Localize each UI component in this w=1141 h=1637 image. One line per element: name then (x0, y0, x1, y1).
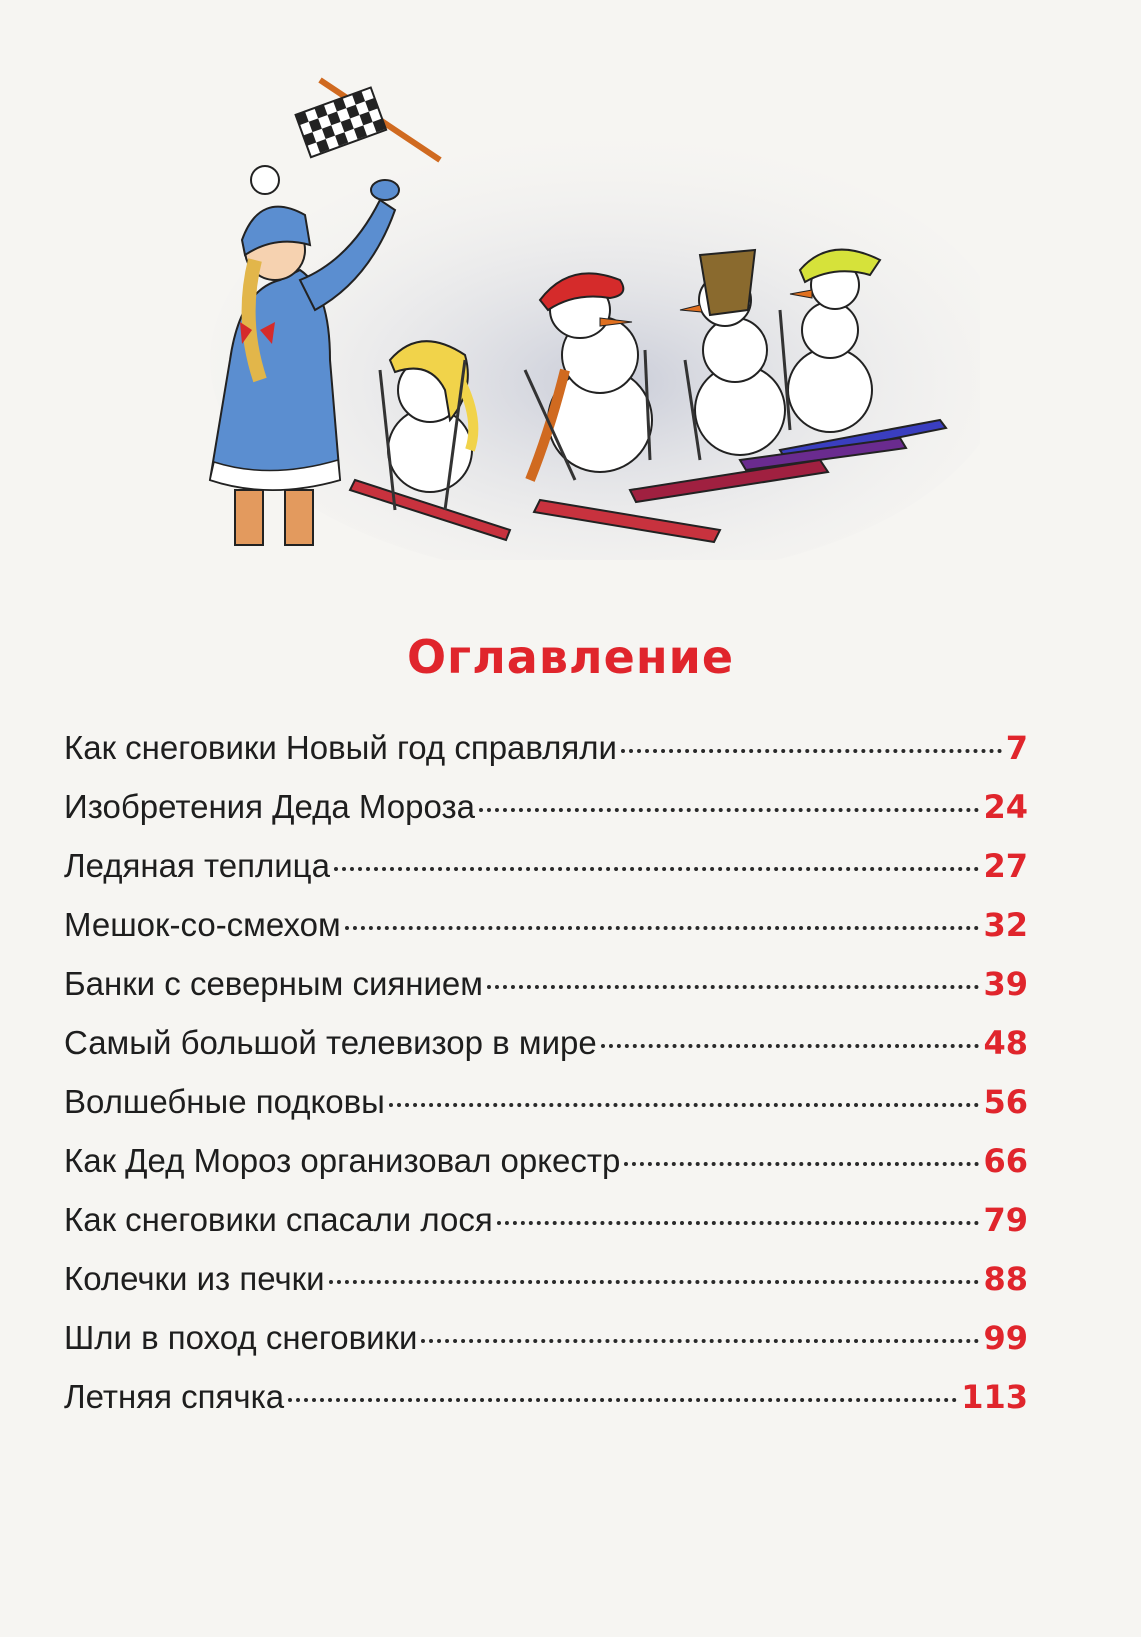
toc-entry-page: 56 (983, 1083, 1028, 1121)
dot-leader (345, 926, 980, 930)
toc-entry-title: Летняя спячка (64, 1378, 285, 1415)
toc-entry (64, 1072, 1028, 1131)
toc-entry (64, 1308, 1028, 1367)
toc-entry-page: 39 (983, 965, 1028, 1003)
toc-entry-title: Изобретения Деда Мороза (64, 788, 475, 825)
toc-entry-page: 27 (983, 847, 1028, 885)
toc-entry (64, 895, 1028, 954)
toc-entry-title: Самый большой телевизор в мире (64, 1024, 597, 1061)
toc-entry-title: Как снеговики Новый год справляли (64, 729, 617, 766)
toc-entry (64, 777, 1028, 836)
toc-entry-page: 48 (983, 1024, 1028, 1062)
toc-entry-page: 88 (983, 1260, 1028, 1298)
dot-leader (421, 1339, 979, 1343)
toc-entry-page: 32 (983, 906, 1028, 944)
dot-leader (329, 1280, 980, 1284)
dot-leader (497, 1221, 980, 1225)
dot-leader (601, 1044, 980, 1048)
toc-entry (64, 954, 1028, 1013)
toc-entry-page: 7 (1005, 729, 1028, 767)
toc-entry-title: Как Дед Мороз организовал оркестр (64, 1142, 621, 1179)
toc-entry (64, 836, 1028, 895)
dot-leader (334, 867, 980, 871)
toc-entry (64, 718, 1028, 777)
toc-entry-title: Ледяная теплица (64, 847, 330, 884)
toc-entry (64, 1131, 1028, 1190)
toc-entry-page: 79 (983, 1201, 1028, 1239)
toc-entry (64, 1249, 1028, 1308)
toc-entry-page: 99 (983, 1319, 1028, 1357)
toc-entry-title: Банки с северным сиянием (64, 965, 483, 1002)
toc-entry-title: Шли в поход снеговики (64, 1319, 418, 1356)
toc-entry-title: Мешок-со-смехом (64, 906, 341, 943)
table-of-contents (64, 718, 1028, 1426)
toc-entry-title: Волшебные подковы (64, 1083, 385, 1120)
toc-entry-title: Как снеговики спасали лося (64, 1201, 493, 1238)
toc-entry (64, 1367, 1028, 1426)
toc-entry-page: 113 (961, 1378, 1028, 1416)
dot-leader (621, 749, 1002, 753)
dot-leader (288, 1398, 957, 1402)
snegurochka-snowmen-illustration (180, 60, 980, 560)
dot-leader (479, 808, 980, 812)
toc-entry-page: 24 (983, 788, 1028, 826)
dot-leader (487, 985, 980, 989)
toc-entry (64, 1190, 1028, 1249)
toc-entry-title: Колечки из печки (64, 1260, 325, 1297)
toc-entry-page: 66 (983, 1142, 1028, 1180)
checkered-flag (296, 88, 387, 158)
toc-title: Оглавление (406, 630, 735, 684)
dot-leader (389, 1103, 980, 1107)
toc-entry (64, 1013, 1028, 1072)
dot-leader (624, 1162, 979, 1166)
